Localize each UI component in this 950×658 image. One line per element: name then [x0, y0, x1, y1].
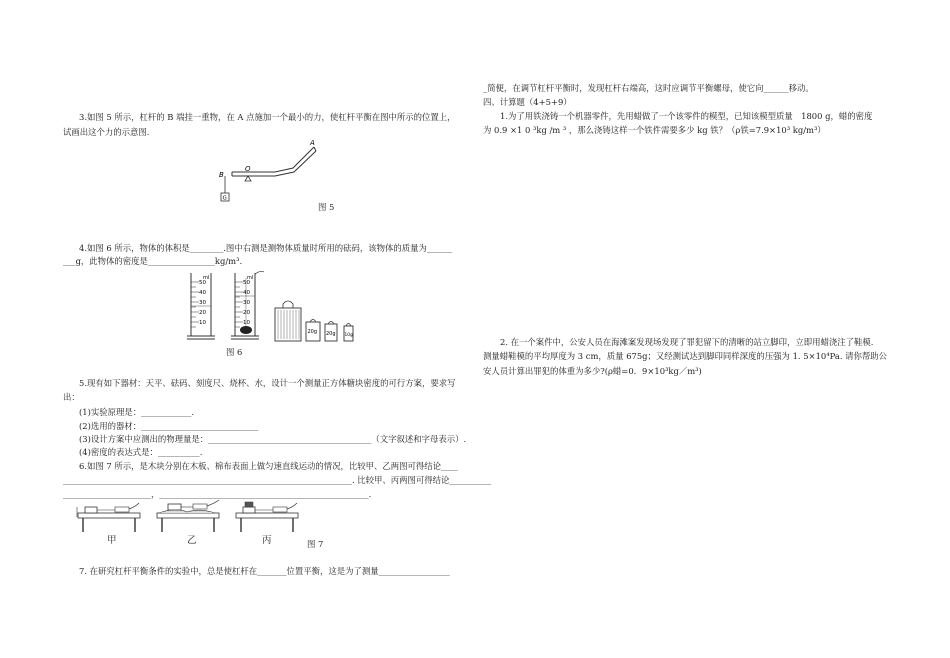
- label-o: O: [245, 165, 251, 173]
- section-heading: 四、计算题（4+5+9）: [483, 97, 572, 107]
- weight-50g: [275, 301, 301, 341]
- q4-line2: ___g，此物体的密度是________________kg/m³.: [63, 256, 243, 266]
- tick-2-40: 40: [243, 290, 250, 296]
- q5-item-3: (3)设计方案中应测出的物理量是：_______________________________________（文字叙述和字母表示）.: [79, 434, 467, 444]
- tick-2-20: 20: [243, 310, 250, 316]
- fig7-label-yi: 乙: [187, 535, 197, 546]
- fulcrum-icon: [245, 176, 251, 181]
- c1-line2: 为 0.9 ×1 0 ³kg /m ³ ，那么浇铸这样一个铁件需要多少 kg 铁？（ρ铁=7.9×10³ kg/m³）: [483, 125, 826, 135]
- fig5-caption: 图 5: [318, 202, 335, 212]
- fig7-label-jia: 甲: [107, 535, 117, 546]
- c2-line1: 2. 在一个案件中，公安人员在海滩案发现场发现了罪犯留下的清晰的站立脚印，立即用蜡浇注了鞋模.: [500, 337, 874, 347]
- weight-20g-b-label: 20g: [326, 331, 336, 337]
- q5-item-1: (1)实验原理是：____________.: [79, 407, 195, 417]
- q3-line1: 3.如图 5 所示，杠杆的 B 端挂一重物，在 A 点施加一个最小的力，使杠杆平衡在图中所示的位置上，: [79, 112, 456, 122]
- q3-line2: 试画出这个力的示意图.: [63, 127, 150, 137]
- tick-2-50: 50: [243, 280, 250, 286]
- c2-line3: 安人员计算出罪犯的体重为多少?(ρ蜡=0．9×10³kg／m³): [483, 366, 702, 376]
- q5-line2: 出：: [63, 392, 80, 402]
- c1-line1: 1.为了用铁浇铸一个机器零件，先用蜡做了一个该零件的模型，已知该模型质量 1800 g，蜡的密度: [500, 111, 873, 121]
- submerged-object: [240, 326, 252, 334]
- cylinder-1: [187, 273, 215, 339]
- fig7-caption: 图 7: [307, 539, 324, 549]
- table-bing: [236, 502, 298, 532]
- q7-line1: 7. 在研究杠杆平衡条件的实验中，总是使杠杆在_______位置平衡，这是为了测量_________________: [79, 566, 450, 576]
- q4-line1: 4.如图 6 所示，物体的体积是________.图中右测是测物体质量时所用的砝码，该物体的质量为______: [79, 243, 453, 253]
- fig6-caption: 图 6: [226, 347, 243, 357]
- unit-1: ml: [203, 275, 210, 281]
- cylinder-2: [231, 271, 264, 339]
- label-a: A: [310, 139, 315, 147]
- lever-figure: [210, 135, 330, 210]
- label-b: B: [219, 171, 224, 179]
- table-jia: [77, 503, 140, 532]
- weight-10g-label: 10g: [344, 333, 353, 338]
- q6-line2: _____________________________________________________________________. 比较甲、丙两图可得结论__________: [63, 475, 492, 485]
- weight-20g-a: [306, 320, 320, 342]
- tick-1-30: 30: [199, 300, 206, 306]
- tick-2-30: 30: [243, 300, 250, 306]
- tick-1-10: 10: [199, 320, 206, 326]
- q5-item-2: (2)选用的器材：____________________________: [79, 421, 259, 431]
- weight-10g: [344, 324, 353, 342]
- label-g: G: [222, 195, 227, 202]
- q6-line3: _____________________，__________________________________________________.: [63, 489, 372, 499]
- q7-continuation: _简便，在调节杠杆平衡时，发现杠杆右端高，这时应调节平衡螺母，使它向______移动。: [483, 83, 814, 93]
- tick-1-50: 50: [199, 280, 206, 286]
- c2-line2: 测量蜡鞋模的平均厚度为 3 cm，质量 675g；又经测试达到脚印同样深度的压强为 1. 5×10⁴Pa. 请你帮助公: [483, 351, 888, 361]
- tick-2-10: 10: [243, 320, 250, 326]
- cylinders-figure: [185, 270, 360, 345]
- fig7-label-bing: 丙: [262, 535, 272, 546]
- tick-1-20: 20: [199, 310, 206, 316]
- q5-item-4: (4)密度的表达式是：__________.: [79, 447, 203, 457]
- q5-line1: 5.现有如下器材：天平、砝码、刻度尺、烧杯、水，设计一个测量正方体糖块密度的可行方案，要求写: [79, 378, 456, 388]
- q6-line1: 6.如图 7 所示，是木块分别在木板、棉布表面上做匀速直线运动的情况，比较甲、乙两图可得结论____: [79, 461, 458, 471]
- tick-1-40: 40: [199, 290, 206, 296]
- weight-20g-a-label: 20g: [307, 329, 318, 335]
- unit-2: ml: [247, 275, 254, 281]
- table-yi: [157, 500, 219, 532]
- weight-20g-b: [325, 322, 337, 342]
